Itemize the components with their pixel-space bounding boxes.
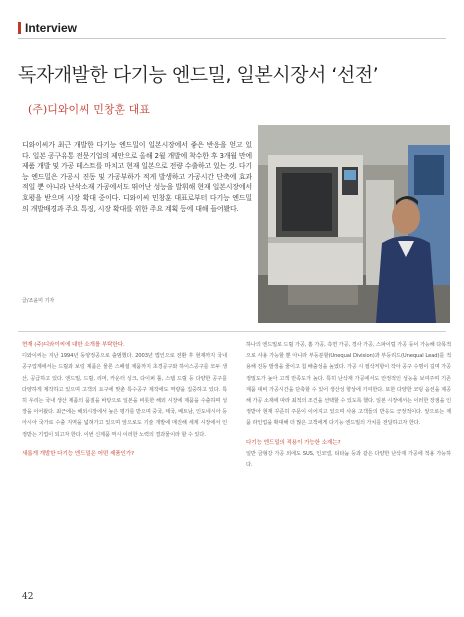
body-column-right: [246, 340, 451, 592]
question-heading: 새롭게 개발한 다기능 엔드밀은 어떤 제품인가?: [22, 450, 135, 457]
article-subtitle: (주)디와이씨 민창훈 대표: [28, 103, 150, 116]
factory-photo-illustration: [258, 125, 450, 323]
header-rule: [18, 38, 446, 39]
section-divider: [18, 331, 446, 332]
byline: 글/조윤미 기자: [22, 298, 55, 304]
answer-paragraph: 디와이씨는 지난 1994년 동양정공으로 출범했다. 2003년 법인으로 전환 후 현재까지 국내 공구업계에서는 드릴과 보링 제품은 물론 스페셜 제품까지 초경공구와 하이스공구를 모두 생산, 공급하고 있다. 엔드밀, 드릴, 리머, 카운터 싱크, 다이퍼 툴, 스텝 드릴 등 다양한 공구를 다양하게 제작하고 있으며 고객의 요구에 맞춘 특수공구 제작에도 역량을 집중하고 있다. 특히 우리는 국내 생산 제품의 품질을 바탕으로 일본을 비롯한 해외 시장에 제품을 수출하며 성장을 이어왔다. 최근에는 해외시장에서 높은 평가를 받으며 중국, 태국, 베트남, 인도네시아 등 아시아 국가로 수출 지역을 넓혀가고 있으며 앞으로도 기술 개발에 매진해 세계 시장에서 인정받는 기업이 되고자 한다. 이번 신제품 역시 이러한 노력의 결과물이라 할 수 있다.: [22, 353, 227, 438]
article-title: 독자개발한 다기능 엔드밀, 일본시장서 ‘선전’: [18, 64, 379, 86]
interview-photo: [258, 125, 450, 323]
page-number: 42: [22, 592, 34, 602]
section-label: Interview: [18, 22, 77, 34]
answer-paragraph: 일반 금형강 가공 외에도 SUS, 인코넬, 티타늄 등과 같은 다양한 난삭재 가공에 적용 가능하다.: [246, 450, 451, 469]
question-heading: 다기능 엔드밀의 적용이 가능한 소재는?: [246, 439, 341, 446]
question-heading: 현재 (주)디와이씨에 대한 소개를 부탁한다.: [22, 342, 125, 348]
answer-paragraph: 하나의 엔드밀로 드릴 가공, 홈 가공, 측면 가공, 경사 가공, 스파이럴 가공 등이 가능해 다목적으로 사용 가능할 뿐 아니라 부등분할(Unequal Division)과 부등리드(Unequal Lead)를 적용해 진동 발생을 줄이고 칩 배출성을 높였다. 가공 시 절삭저항이 작아 공구 수명이 길며 가공 정밀도가 높아 고객 만족도가 높다. 특히 난삭재 가공에서도 안정적인 성능을 보여주며 기존 제품 대비 가공시간을 단축할 수 있어 생산성 향상에 기여한다. 또한 다양한 코팅 옵션을 제공해 가공 소재에 따라 최적의 조건을 선택할 수 있도록 했다. 일본 시장에서는 이러한 장점을 인정받아 현재 꾸준히 주문이 이어지고 있으며 사용 고객들의 반응도 긍정적이다. 앞으로는 제품 라인업을 확대해 더 많은 고객에게 다기능 엔드밀의 가치를 전달하고자 한다.: [246, 342, 451, 427]
lead-paragraph: 디와이씨가 최근 개발한 다기능 엔드밀이 일본시장에서 좋은 반응을 얻고 있다. 일본 공구유통 전문기업의 제안으로 올해 2월 개발에 착수한 후 3개월 만에 제품 개발 및 가공 테스트를 마치고 현재 일본으로 전량 수출하고 있는 것. 다기능 엔드밀은 가공시 진동 및 가공부하가 적게 발생하고 가공시간 단축에 효과적일 뿐 아니라 난삭소재 가공에서도 뛰어난 성능을 발휘해 현재 일본시장에서 호평을 받으며 시장 확대 중이다. 디와이씨 민창훈 대표로부터 다기능 엔드밀의 개발배경과 주요 특징, 시장 확대를 위한 주요 계획 등에 대해 들어봤다.: [22, 141, 252, 213]
body-column-left: [22, 340, 227, 592]
